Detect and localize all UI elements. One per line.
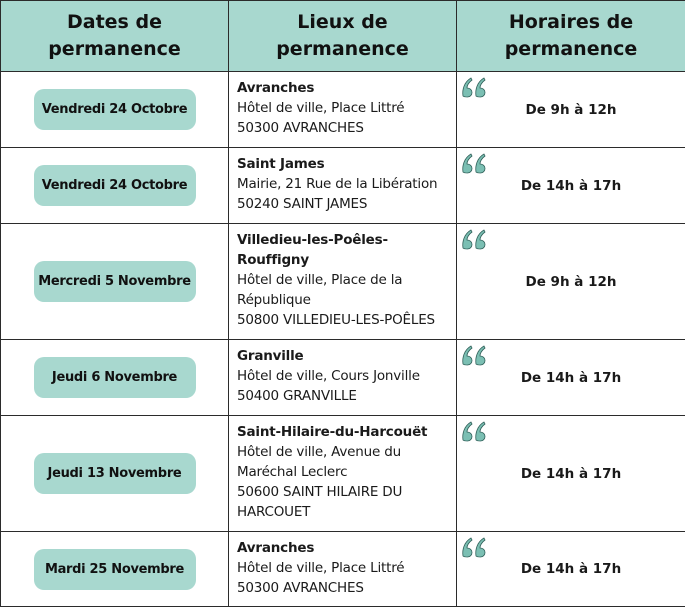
date-cell xyxy=(1,416,229,532)
place-name: Avranches xyxy=(237,80,315,96)
date-cell xyxy=(1,224,229,340)
place-postcode: 50400 GRANVILLE xyxy=(237,388,357,404)
place-address: Hôtel de ville, Avenue du Maréchal Leclerc xyxy=(237,444,401,480)
quote-icon xyxy=(461,344,489,366)
place-postcode: 50300 AVRANCHES xyxy=(237,120,364,136)
place-address: Hôtel de ville, Cours Jonville xyxy=(237,368,420,384)
table-row xyxy=(1,224,685,340)
place-name: Saint-Hilaire-du-Harcouët xyxy=(237,424,428,440)
hours-text: De 9h à 12h xyxy=(525,273,617,290)
place-postcode: 50600 SAINT HILAIRE DU HARCOUET xyxy=(237,484,403,520)
header-hours-line-2: permanence xyxy=(504,38,638,60)
header-hours xyxy=(457,1,685,72)
place-cell xyxy=(229,416,457,532)
hours-cell xyxy=(457,532,685,607)
place-postcode: 50800 VILLEDIEU-LES-POÊLES xyxy=(237,312,435,328)
date-cell xyxy=(1,72,229,148)
place-cell xyxy=(229,148,457,224)
header-hours-line-1: Horaires de xyxy=(508,11,634,33)
hours-cell xyxy=(457,148,685,224)
table-row xyxy=(1,340,685,416)
place-cell xyxy=(229,224,457,340)
quote-icon xyxy=(461,76,489,98)
header-dates-line-1: Dates de xyxy=(67,11,162,33)
place-cell xyxy=(229,72,457,148)
date-pill: Vendredi 24 Octobre xyxy=(34,89,196,130)
date-pill: Vendredi 24 Octobre xyxy=(34,165,196,206)
hours-text: De 14h à 17h xyxy=(520,369,622,386)
hours-cell xyxy=(457,72,685,148)
date-pill: Mardi 25 Novembre xyxy=(34,549,196,590)
date-pill: Jeudi 13 Novembre xyxy=(34,453,196,494)
place-address: Hôtel de ville, Place de la République xyxy=(237,272,403,308)
place-cell xyxy=(229,532,457,607)
table-row xyxy=(1,532,685,607)
place-address: Hôtel de ville, Place Littré xyxy=(237,560,405,576)
header-places xyxy=(229,1,457,72)
place-name: Villedieu-les-Poêles-Rouffigny xyxy=(237,232,388,268)
quote-icon xyxy=(461,152,489,174)
date-cell xyxy=(1,532,229,607)
place-name: Saint James xyxy=(237,156,325,172)
place-address: Hôtel de ville, Place Littré xyxy=(237,100,405,116)
header-places-line-2: permanence xyxy=(276,38,409,60)
place-name: Granville xyxy=(237,348,304,364)
header-dates xyxy=(1,1,229,72)
hours-cell xyxy=(457,340,685,416)
hours-text: De 14h à 17h xyxy=(520,177,622,194)
table-row xyxy=(1,72,685,148)
date-cell xyxy=(1,148,229,224)
header-row xyxy=(1,1,685,72)
hours-text: De 14h à 17h xyxy=(520,561,622,577)
date-cell xyxy=(1,340,229,416)
table-row xyxy=(1,416,685,532)
hours-cell xyxy=(457,224,685,340)
quote-icon xyxy=(461,420,489,442)
header-dates-line-2: permanence xyxy=(48,38,181,60)
place-postcode: 50300 AVRANCHES xyxy=(237,580,364,596)
quote-icon xyxy=(461,228,489,250)
hours-text: De 9h à 12h xyxy=(525,101,617,118)
quote-icon xyxy=(461,536,489,558)
table-row xyxy=(1,148,685,224)
date-pill: Mercredi 5 Novembre xyxy=(34,261,196,302)
place-address: Mairie, 21 Rue de la Libération xyxy=(237,176,438,192)
hours-cell xyxy=(457,416,685,532)
place-postcode: 50240 SAINT JAMES xyxy=(237,196,368,212)
hours-text: De 14h à 17h xyxy=(520,465,622,482)
place-cell xyxy=(229,340,457,416)
place-name: Avranches xyxy=(237,540,315,556)
date-pill: Jeudi 6 Novembre xyxy=(34,357,196,398)
header-places-line-1: Lieux de xyxy=(297,11,388,33)
